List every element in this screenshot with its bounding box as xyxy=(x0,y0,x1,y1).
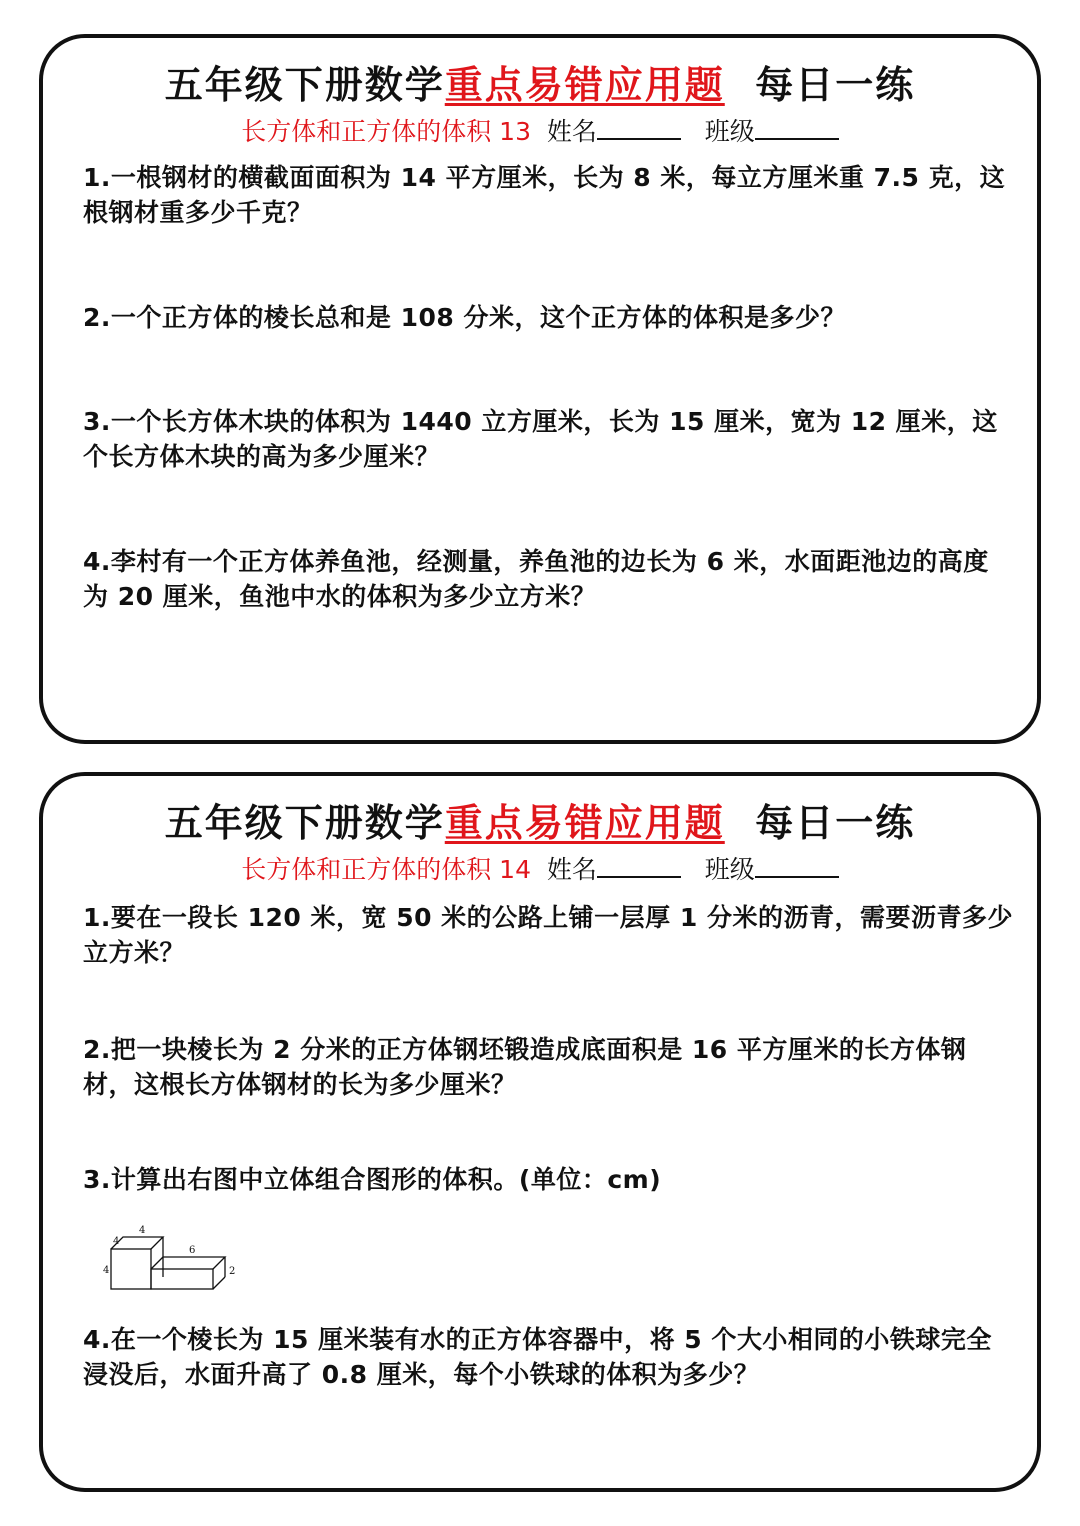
question-2: 2.一个正方体的棱长总和是 108 分米，这个正方体的体积是多少？ xyxy=(83,303,846,332)
topic-label: 长方体和正方体的体积 13 xyxy=(241,117,531,146)
label-cube-top: 4 xyxy=(139,1225,146,1236)
label-cuboid-height: 2 xyxy=(229,1266,236,1277)
title-highlight: 重点易错应用题 xyxy=(444,63,725,107)
question-1: 1.要在一段长 120 米，宽 50 米的公路上铺一层厚 1 分米的沥青，需要沥青多少立方米？ xyxy=(83,903,1013,967)
class-blank[interactable] xyxy=(755,116,839,140)
title-suffix: 每日一练 xyxy=(755,63,916,107)
name-label: 姓名 xyxy=(546,855,597,884)
cuboid-bottom-edge xyxy=(213,1277,225,1289)
question-3: 3.计算出右图中立体组合图形的体积。(单位：cm) xyxy=(83,1165,662,1194)
solid-figure-diagram xyxy=(103,1221,283,1301)
title-suffix: 每日一练 xyxy=(755,801,916,845)
figure-lines xyxy=(111,1237,225,1289)
question-2: 2.把一块棱长为 2 分米的正方体钢坯锻造成底面积是 16 平方厘米的长方体钢材，这根长方体钢材的长为多少厘米？ xyxy=(83,1035,967,1099)
cube-front-face xyxy=(111,1249,151,1289)
worksheet-subtitle xyxy=(43,112,1037,148)
worksheet-title xyxy=(43,792,1037,847)
worksheet-card-13 xyxy=(39,34,1041,744)
topic-label: 长方体和正方体的体积 14 xyxy=(241,855,531,884)
label-cube-depth: 4 xyxy=(113,1236,120,1247)
name-label: 姓名 xyxy=(546,117,597,146)
cuboid-top-edge xyxy=(151,1257,163,1269)
title-highlight: 重点易错应用题 xyxy=(444,801,725,845)
class-blank[interactable] xyxy=(755,854,839,878)
question-3: 3.一个长方体木块的体积为 1440 立方厘米，长为 15 厘米，宽为 12 厘米，这个长方体木块的高为多少厘米？ xyxy=(83,407,998,471)
title-prefix: 五年级下册数学 xyxy=(164,63,445,107)
cuboid-front-face xyxy=(151,1269,213,1289)
class-label: 班级 xyxy=(704,855,755,884)
cuboid-top-face xyxy=(163,1257,225,1269)
name-blank[interactable] xyxy=(597,854,681,878)
label-cuboid-length: 6 xyxy=(189,1245,196,1256)
question-4: 4.李村有一个正方体养鱼池，经测量，养鱼池的边长为 6 米，水面距池边的高度为 20 厘米，鱼池中水的体积为多少立方米？ xyxy=(83,547,989,611)
worksheet-card-14 xyxy=(39,772,1041,1492)
question-1: 1.一根钢材的横截面面积为 14 平方厘米，长为 8 米，每立方厘米重 7.5 克，这根钢材重多少千克？ xyxy=(83,163,1006,227)
label-cube-height: 4 xyxy=(103,1265,110,1276)
title-prefix: 五年级下册数学 xyxy=(164,801,445,845)
name-blank[interactable] xyxy=(597,116,681,140)
question-4: 4.在一个棱长为 15 厘米装有水的正方体容器中，将 5 个大小相同的小铁球完全浸没后，水面升高了 0.8 厘米，每个小铁球的体积为多少？ xyxy=(83,1325,992,1389)
worksheet-subtitle xyxy=(43,850,1037,886)
class-label: 班级 xyxy=(704,117,755,146)
worksheet-title xyxy=(43,54,1037,109)
